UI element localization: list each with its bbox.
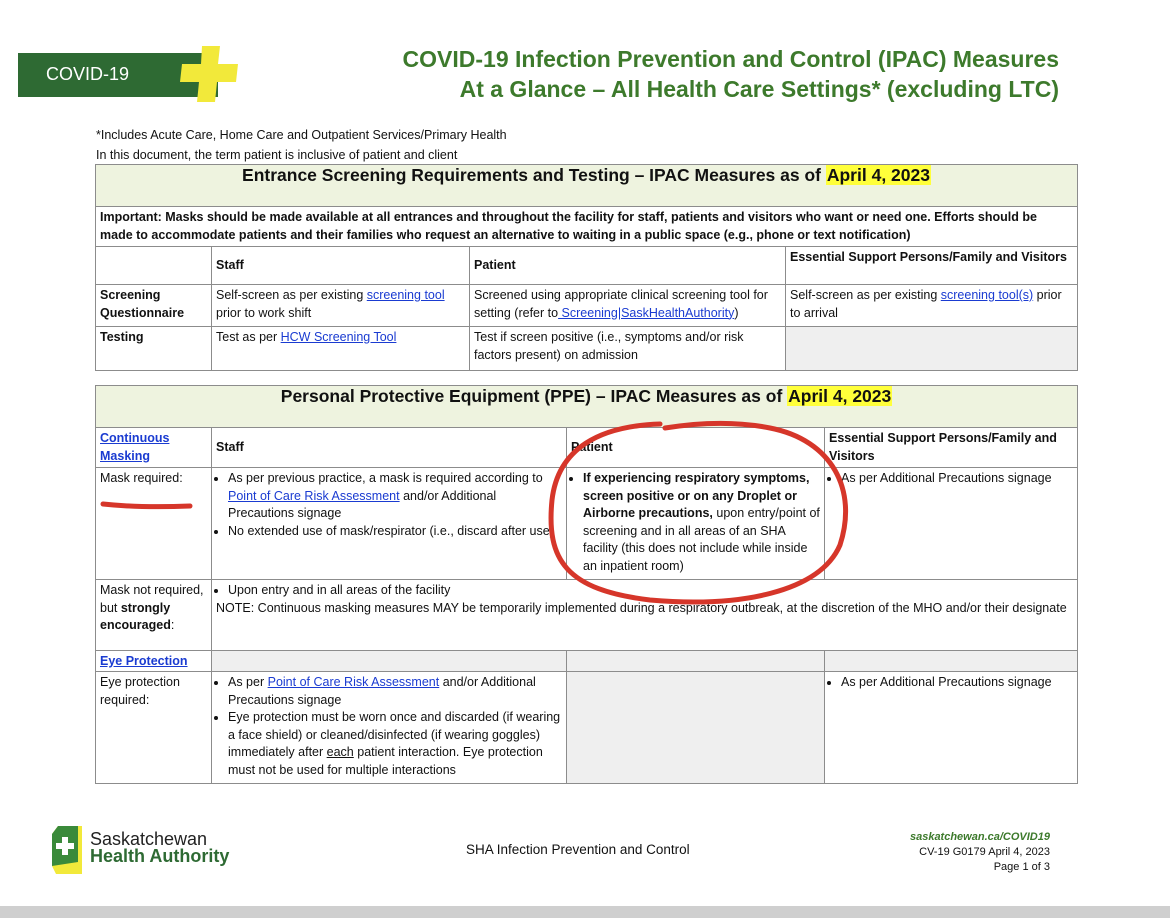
ppe-table	[95, 385, 1078, 784]
sha-logo-icon	[52, 826, 82, 874]
screening-esp-cell: Self-screen as per existing screening tool(s) prior to arrival	[786, 285, 1078, 327]
screening-tool-link[interactable]: screening tool	[366, 288, 445, 302]
footer-center: SHA Infection Prevention and Control	[466, 842, 690, 857]
title-line-2: At a Glance – All Health Care Settings* (excluding LTC)	[459, 76, 1059, 102]
footer-code: CV-19 G0179 April 4, 2023	[919, 846, 1050, 858]
title-line-1: COVID-19 Infection Prevention and Control (IPAC) Measures	[402, 46, 1059, 72]
ppe-col-esp: Essential Support Persons/Family and Visitors	[825, 428, 1078, 468]
document-title	[403, 44, 1059, 104]
mask-not-required-label: Mask not required, but strongly encouraged:	[96, 580, 212, 651]
important-note: Important: Masks should be made available at all entrances and throughout the facility for staff, patients and visitors who want or need one. Efforts should be made to accommodate patients and their families who request an alternative to waiting in a public space (e.g., phone or text notification)	[96, 207, 1078, 247]
testing-patient-cell: Test if screen positive (i.e., symptoms and/or risk factors present) on admission	[470, 327, 786, 371]
pcra-link-eye[interactable]: Point of Care Risk Assessment	[267, 675, 440, 689]
outbreak-note: NOTE: Continuous masking measures MAY be temporarily implemented during a respiratory outbreak, at the discretion of the MHO and/or their designate	[216, 600, 1067, 615]
org-name-line2: Health Authority	[90, 846, 230, 866]
list-item: • As per Point of Care Risk Assessment and/or Additional Precautions signage	[228, 674, 562, 709]
list-item: • If experiencing respiratory symptoms, screen positive or on any Droplet or Airborne precautions, upon entry/point of screening and in all areas of an SHA facility (this does not include while inside an inpatient room)	[583, 470, 820, 575]
footer-page: Page 1 of 3	[993, 861, 1050, 873]
includes-note: *Includes Acute Care, Home Care and Outpatient Services/Primary Health	[96, 128, 507, 142]
ppe-col-patient: Patient	[567, 428, 825, 468]
eye-required-staff	[212, 672, 567, 784]
col-header-esp: Essential Support Persons/Family and Visitors	[786, 247, 1078, 285]
gray-cell	[567, 651, 825, 672]
eye-protection-link[interactable]: Eye Protection	[100, 654, 188, 668]
screening-date-highlight: April 4, 2023	[826, 165, 930, 185]
list-item: • As per Additional Precautions signage	[841, 674, 1073, 692]
ppe-date-highlight: April 4, 2023	[788, 386, 892, 406]
footer-url[interactable]: saskatchewan.ca/COVID19	[909, 831, 1050, 843]
org-name-line1: Saskatchewan	[90, 829, 208, 849]
eye-required-label: Eye protection required:	[96, 672, 212, 784]
col-header-staff: Staff	[212, 247, 470, 285]
row-label-screening: Screening Questionnaire	[96, 285, 212, 327]
list-item: • No extended use of mask/respirator (i.e., discard after use)	[228, 523, 562, 541]
screening-tools-link[interactable]: screening tool(s)	[940, 288, 1034, 302]
empty-header-cell	[96, 247, 212, 285]
screening-patient-cell: Screened using appropriate clinical screening tool for setting (refer to Screening|SaskHealthAuthority)	[470, 285, 786, 327]
yellow-cross-icon	[178, 42, 242, 106]
patient-note: In this document, the term patient is inclusive of patient and client	[96, 148, 458, 162]
list-item: • Upon entry and in all areas of the facility	[228, 582, 1073, 600]
mask-required-label: Mask required:	[96, 468, 212, 580]
banner-label: COVID-19	[46, 64, 130, 84]
eye-protection-cell	[96, 651, 212, 672]
hcw-screening-tool-link[interactable]: HCW Screening Tool	[280, 330, 397, 344]
continuous-masking-cell	[96, 428, 212, 468]
sha-screening-link[interactable]: Screening|SaskHealthAuthority	[558, 305, 735, 320]
ppe-col-staff: Staff	[212, 428, 567, 468]
pcra-link[interactable]: Point of Care Risk Assessment	[228, 488, 400, 503]
mask-required-esp	[825, 468, 1078, 580]
screening-staff-cell: Self-screen as per existing screening tool prior to work shift	[212, 285, 470, 327]
mask-required-staff	[212, 468, 567, 580]
testing-staff-cell: Test as per HCW Screening Tool	[212, 327, 470, 371]
col-header-patient: Patient	[470, 247, 786, 285]
row-label-testing: Testing	[96, 327, 212, 371]
list-item: • As per Additional Precautions signage	[841, 470, 1073, 488]
testing-esp-cell	[786, 327, 1078, 371]
gray-cell	[825, 651, 1078, 672]
mask-required-patient	[567, 468, 825, 580]
continuous-masking-link[interactable]: Continuous Masking	[100, 431, 170, 463]
mask-not-required-content	[212, 580, 1078, 651]
screening-heading: Entrance Screening Requirements and Testing – IPAC Measures as of April 4, 2023	[96, 165, 1078, 207]
list-item: • Eye protection must be worn once and discarded (if wearing a face shield) or cleaned/disinfected (if wearing goggles) immediately after each patient interaction. Eye protection must not be used for multiple interactions	[228, 709, 562, 779]
footer-right	[910, 830, 1050, 875]
eye-required-esp	[825, 672, 1078, 784]
ppe-heading: Personal Protective Equipment (PPE) – IPAC Measures as of April 4, 2023	[96, 386, 1078, 428]
eye-required-patient	[567, 672, 825, 784]
screening-table	[95, 164, 1078, 371]
list-item: • As per previous practice, a mask is required according to Point of Care Risk Assessment and/or Additional Precautions signage	[228, 470, 562, 523]
gray-cell	[212, 651, 567, 672]
